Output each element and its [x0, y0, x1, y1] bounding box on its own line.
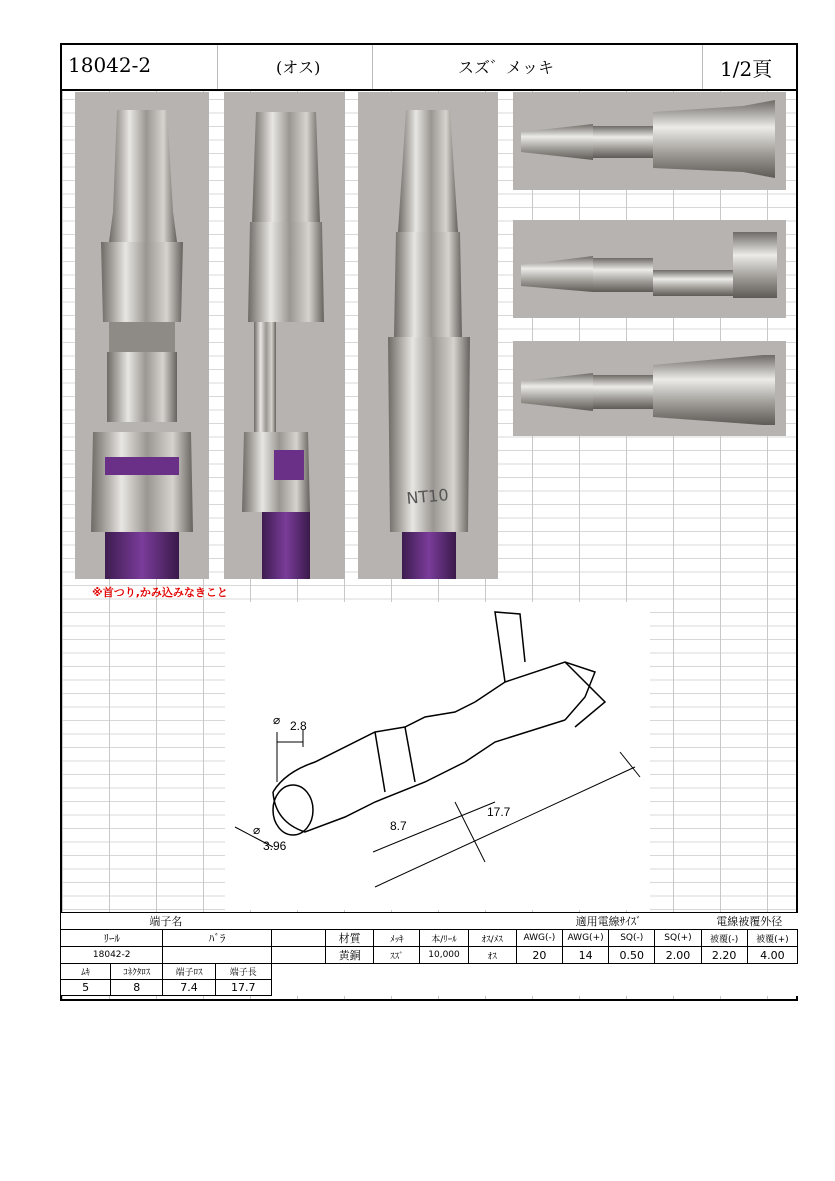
- plating-value: ｽｽﾞ: [374, 947, 420, 964]
- plating-label: スズ゛メッキ: [458, 58, 555, 77]
- marking-text: NT10: [405, 485, 450, 508]
- male-female-value: ｵｽ: [468, 947, 516, 964]
- terminal-outline: [273, 612, 605, 835]
- ins-max-header: 被覆(+): [747, 930, 797, 947]
- pin-diameter-label: 2.8: [290, 719, 307, 733]
- ins-min-value: 2.20: [701, 947, 747, 964]
- page-number: 1/2頁: [720, 57, 773, 81]
- terminal-loss-value: 7.4: [163, 980, 215, 996]
- bulk-value: [163, 947, 271, 964]
- reel-header: ﾘｰﾙ: [61, 930, 163, 947]
- outer-diameter-label: 3.96: [263, 839, 287, 853]
- male-female-header: ｵｽ/ﾒｽ: [468, 930, 516, 947]
- strip-value: 5: [61, 980, 111, 996]
- photo-horizontal-bottom: [513, 341, 786, 436]
- wire-size-header: 適用電線ｻｲｽﾞ: [516, 913, 701, 930]
- awg-max-header: AWG(+): [562, 930, 608, 947]
- material-value: 黄銅: [326, 947, 374, 964]
- sq-max-header: SQ(+): [655, 930, 701, 947]
- plating-header: ﾒｯｷ: [374, 930, 420, 947]
- sheet-header: [62, 45, 796, 91]
- total-length-label: 17.7: [487, 805, 511, 819]
- terminal-name-header: 端子名: [61, 913, 272, 930]
- terminal-length-header: 端子長: [215, 964, 271, 980]
- gender-label: (オス): [276, 58, 321, 77]
- diameter-symbol-2: ⌀: [253, 823, 261, 837]
- spec-table: [60, 912, 798, 996]
- sq-min-value: 0.50: [609, 947, 655, 964]
- part-number: 18042-2: [68, 53, 152, 77]
- sq-min-header: SQ(-): [609, 930, 655, 947]
- photo-marking-view: [358, 92, 498, 579]
- photo-horizontal-middle: [513, 220, 786, 318]
- photo-front-crimped: [75, 92, 209, 579]
- reel-value: 18042-2: [61, 947, 163, 964]
- per-reel-header: 本/ﾘｰﾙ: [420, 930, 468, 947]
- quality-note: ※首つり,かみ込みなきこと: [92, 586, 228, 599]
- ins-min-header: 被覆(-): [701, 930, 747, 947]
- sq-max-value: 2.00: [655, 947, 701, 964]
- awg-min-header: AWG(-): [516, 930, 562, 947]
- dimension-drawing: [225, 602, 650, 910]
- terminal-length-value: 17.7: [215, 980, 271, 996]
- material-header: 材質: [326, 930, 374, 947]
- insulation-header: 電線被覆外径: [701, 913, 797, 930]
- awg-min-value: 20: [516, 947, 562, 964]
- bulk-header: ﾊﾞﾗ: [163, 930, 271, 947]
- photo-side-crimped: [224, 92, 345, 579]
- short-length-label: 8.7: [390, 819, 407, 833]
- ins-max-value: 4.00: [747, 947, 797, 964]
- connector-loss-value: 8: [111, 980, 163, 996]
- photo-horizontal-top: [513, 92, 786, 190]
- strip-header: ﾑｷ: [61, 964, 111, 980]
- awg-max-value: 14: [562, 947, 608, 964]
- terminal-loss-header: 端子ﾛｽ: [163, 964, 215, 980]
- diameter-symbol: ⌀: [273, 713, 281, 727]
- per-reel-value: 10,000: [420, 947, 468, 964]
- connector-loss-header: ｺﾈｸﾀﾛｽ: [111, 964, 163, 980]
